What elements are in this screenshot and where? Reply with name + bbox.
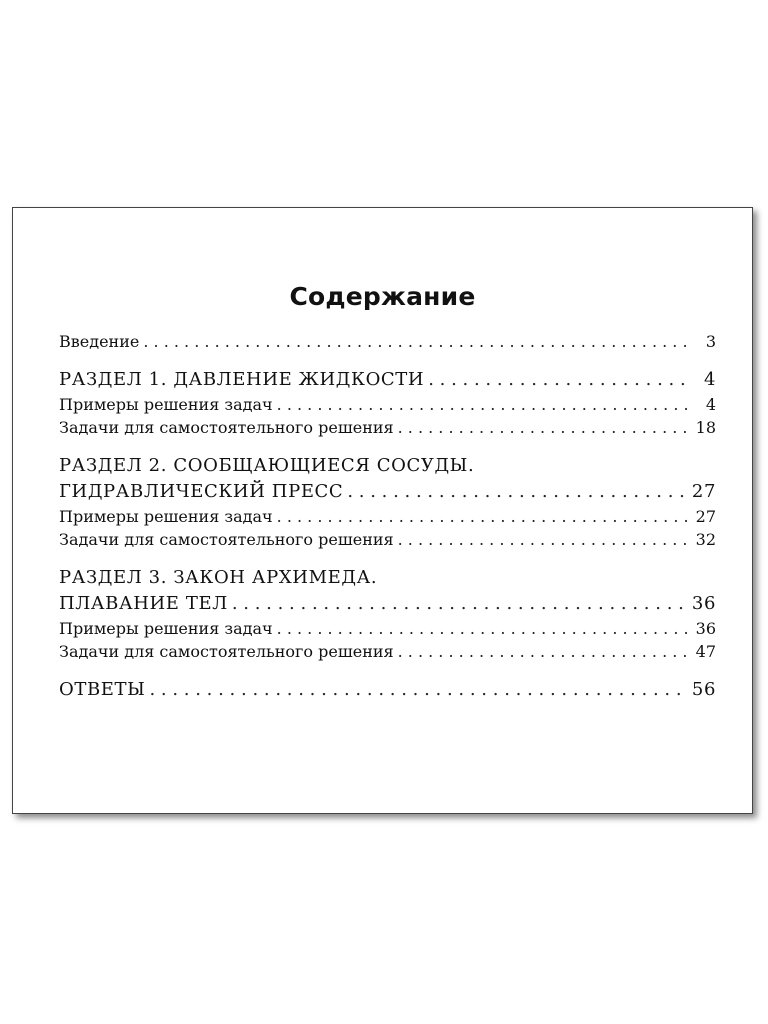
toc-section-heading: ПЛАВАНИЕ ТЕЛ xyxy=(59,593,228,614)
toc-section-3[interactable] xyxy=(59,591,716,617)
dot-leader xyxy=(347,479,688,505)
toc-entry-label: Задачи для самостоятельного решения xyxy=(59,418,394,437)
toc-entry-label: Введение xyxy=(59,332,140,351)
toc-entry-label: Задачи для самостоятельного решения xyxy=(59,530,394,549)
toc-section-3-heading-line1: РАЗДЕЛ 3. ЗАКОН АРХИМЕДА. xyxy=(59,567,378,588)
toc-entry-page: 32 xyxy=(695,530,716,549)
toc-section-1[interactable] xyxy=(59,367,716,393)
toc-entry-label: ОТВЕТЫ xyxy=(59,679,146,700)
toc-section-2-heading-line1: РАЗДЕЛ 2. СООБЩАЮЩИЕСЯ СОСУДЫ. xyxy=(59,455,475,476)
toc-entry-examples-1[interactable] xyxy=(59,393,716,416)
toc-entry-answers[interactable] xyxy=(59,677,716,703)
dot-leader xyxy=(398,640,690,663)
toc-entry-label: Примеры решения задач xyxy=(59,507,273,526)
toc-entry-page: 3 xyxy=(705,332,716,351)
dot-leader xyxy=(143,330,690,353)
toc-entry-page: 36 xyxy=(691,593,716,614)
toc-section-heading: ГИДРАВЛИЧЕСКИЙ ПРЕСС xyxy=(59,481,344,502)
dot-leader xyxy=(398,528,690,551)
toc-entry-introduction[interactable] xyxy=(59,330,716,353)
toc-entry-examples-2[interactable] xyxy=(59,505,716,528)
toc-entry-label: Задачи для самостоятельного решения xyxy=(59,642,394,661)
dot-leader xyxy=(277,505,690,528)
toc-entry-page: 4 xyxy=(705,395,716,414)
contents-page xyxy=(12,207,753,814)
toc-entry-page: 4 xyxy=(703,369,716,390)
page-title: Содержание xyxy=(289,282,476,311)
toc-entry-page: 47 xyxy=(695,642,716,661)
dot-leader xyxy=(428,367,690,393)
dot-leader xyxy=(232,591,688,617)
toc-entry-tasks-2[interactable] xyxy=(59,528,716,551)
dot-leader xyxy=(277,393,690,416)
toc-section-heading: РАЗДЕЛ 1. ДАВЛЕНИЕ ЖИДКОСТИ xyxy=(59,369,425,390)
toc-entry-label: Примеры решения задач xyxy=(59,619,273,638)
toc-section-2[interactable] xyxy=(59,479,716,505)
toc-entry-page: 36 xyxy=(695,619,716,638)
toc-entry-examples-3[interactable] xyxy=(59,617,716,640)
dot-leader xyxy=(149,677,687,703)
toc-entry-page: 27 xyxy=(695,507,716,526)
toc-entry-page: 18 xyxy=(695,418,716,437)
toc-entry-page: 27 xyxy=(691,481,716,502)
table-of-contents xyxy=(59,330,716,703)
dot-leader xyxy=(277,617,690,640)
dot-leader xyxy=(398,416,690,439)
toc-entry-tasks-1[interactable] xyxy=(59,416,716,439)
toc-entry-label: Примеры решения задач xyxy=(59,395,273,414)
toc-entry-tasks-3[interactable] xyxy=(59,640,716,663)
toc-entry-page: 56 xyxy=(691,679,716,700)
